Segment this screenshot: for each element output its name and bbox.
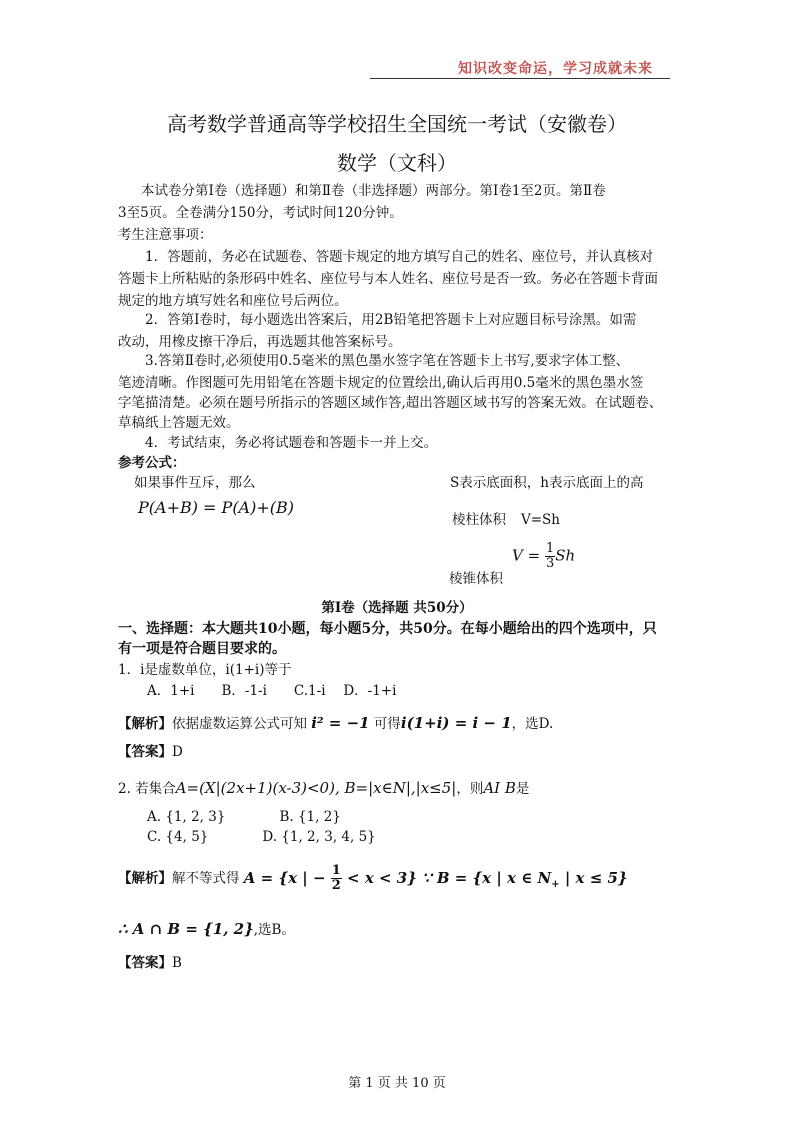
pyramid-v: V = xyxy=(512,546,541,565)
header-motto: 知识改变命运，学习成就未来 xyxy=(458,61,653,77)
q2-conclusion xyxy=(118,918,295,941)
q2-answer-tag: 【答案】 xyxy=(118,955,172,971)
q1-answer xyxy=(118,741,183,763)
q1-stem: 1．i是虚数单位，i(1+i)等于 xyxy=(118,662,292,678)
q2-options-row-1: A. {1, 2, 3} B. {1, 2} xyxy=(147,809,341,825)
formula-left-text: 如果事件互斥，那么 xyxy=(134,475,256,491)
pyramid-fraction xyxy=(545,542,555,571)
q1-analysis-tag: 【解析】 xyxy=(118,716,172,732)
page-footer: 第 1 页 共 10 页 xyxy=(348,1076,446,1091)
q2-analysis-subscript: + xyxy=(551,878,560,890)
q2-stem-math-2: AI B xyxy=(483,779,516,797)
q2-analysis-math-post: < x < 3} ∵ B = {x | x ∈ N xyxy=(347,868,552,887)
prism-volume-label: 棱柱体积 xyxy=(452,512,506,528)
q2-analysis-tag: 【解析】 xyxy=(118,870,172,887)
notice-2-line-1: 2．答第Ⅰ卷时，每小题选出答案后，用2B铅笔把答题卡上对应题目标号涂黑。如需 xyxy=(145,312,637,328)
q2-analysis-math-pre: A = {x | − xyxy=(243,868,326,887)
notice-title: 考生注意事项： xyxy=(118,227,213,243)
page-title: 高考数学普通高等学校招生全国统一考试（安徽卷） xyxy=(167,112,627,136)
page-subtitle: 数学（文科） xyxy=(337,151,457,175)
notice-1-line-3: 规定的地方填写姓名和座位号后两位。 xyxy=(118,293,348,309)
q1-analysis-text-a: 依据虚数运算公式可知 xyxy=(172,716,307,732)
notice-3-line-1: 3.答第Ⅱ卷时,必须使用0.5毫米的黑色墨水签字笔在答题卡上书写,要求字体工整、 xyxy=(145,353,630,369)
q1-analysis-math-2: i(1+i) = i − 1 xyxy=(400,714,512,732)
q2-conclusion-text: ,选B。 xyxy=(253,922,295,938)
part1-heading: 第Ⅰ卷（选择题 共50分） xyxy=(321,600,473,616)
pyramid-volume-label: 棱锥体积 xyxy=(449,571,503,587)
intro-line-1: 本试卷分第Ⅰ卷（选择题）和第Ⅱ卷（非选择题）两部分。第Ⅰ卷1至2页。第Ⅱ卷 xyxy=(141,183,606,199)
q2-analysis-math-end: | x ≤ 5} xyxy=(559,868,628,887)
formula-union-probability: P(A+B) = P(A)+(B) xyxy=(138,498,294,517)
formulas-heading: 参考公式： xyxy=(118,455,186,471)
pyramid-numerator: 1 xyxy=(545,541,555,556)
q2-stem-math-1: A=(X|(2x+1)(x-3)<0), B=|x∈N|,|x≤5| xyxy=(175,779,457,797)
q2-options-row-2: C. {4, 5} D. {1, 2, 3, 4, 5} xyxy=(147,829,376,845)
q1-answer-tag: 【答案】 xyxy=(118,744,172,760)
q2-analysis-numerator: 1 xyxy=(331,863,341,878)
notice-1-line-1: 1．答题前，务必在试题卷、答题卡规定的地方填写自己的姓名、座位号，并认真核对 xyxy=(145,249,654,265)
intro-line-2: 3至5页。全卷满分150分，考试时间120分钟。 xyxy=(118,205,403,221)
q1-answer-value: D xyxy=(172,744,183,760)
pyramid-denominator: 3 xyxy=(545,556,555,571)
notice-2-line-2: 改动，用橡皮擦干净后，再选题其他答案标号。 xyxy=(118,334,402,350)
formula-right-line-1: S表示底面积，h表示底面上的高 xyxy=(450,475,644,491)
q2-analysis-denominator: 2 xyxy=(331,878,341,893)
q2-answer-value: B xyxy=(172,955,182,971)
notice-3-line-2: 笔迹清晰。作图题可先用铅笔在答题卡规定的位置绘出,确认后再用0.5毫米的黑色墨水签 xyxy=(118,375,644,391)
notice-3-line-3: 字笔描清楚。必须在题号所指示的答题区域作答,超出答题区域书写的答案无效。在试题卷、 xyxy=(118,395,663,411)
pyramid-sh: Sh xyxy=(555,546,576,565)
q2-stem-text-b: ，则 xyxy=(456,781,484,797)
q2-analysis-math xyxy=(243,863,628,893)
q2-analysis xyxy=(118,864,628,896)
pyramid-volume-formula xyxy=(512,542,575,571)
q2-conclusion-math: ∴ A ∩ B = {1, 2} xyxy=(118,920,254,938)
q2-stem-text-a: 2. 若集合 xyxy=(118,781,176,797)
q2-analysis-fraction xyxy=(331,864,342,893)
q1-analysis xyxy=(118,712,553,735)
q1-analysis-math-1: i² = −1 xyxy=(311,714,370,732)
section-instruction-2: 有一项是符合题目要求的。 xyxy=(118,641,286,657)
section-instruction-1: 一、选择题：本大题共10小题，每小题5分，共50分。在每小题给出的四个选项中，只 xyxy=(118,621,657,637)
notice-4: 4．考试结束，务必将试题卷和答题卡一并上交。 xyxy=(145,435,438,451)
header-rule xyxy=(370,78,670,79)
q1-analysis-text-b: 可得 xyxy=(373,716,401,732)
q2-answer xyxy=(118,952,182,974)
q1-analysis-text-c: ，选D. xyxy=(511,716,554,732)
q2-analysis-text: 解不等式得 xyxy=(172,870,240,887)
prism-volume-formula: V=Sh xyxy=(521,512,561,528)
notice-1-line-2: 答题卡上所粘贴的条形码中姓名、座位号与本人姓名、座位号是否一致。务必在答题卡背面 xyxy=(118,271,658,287)
q1-options: A．1+i B．-1-i C.1-i D．-1+i xyxy=(147,683,397,699)
notice-3-line-4: 草稿纸上答题无效。 xyxy=(118,415,240,431)
q2-stem-text-c: 是 xyxy=(515,781,530,797)
q2-stem xyxy=(118,777,529,800)
